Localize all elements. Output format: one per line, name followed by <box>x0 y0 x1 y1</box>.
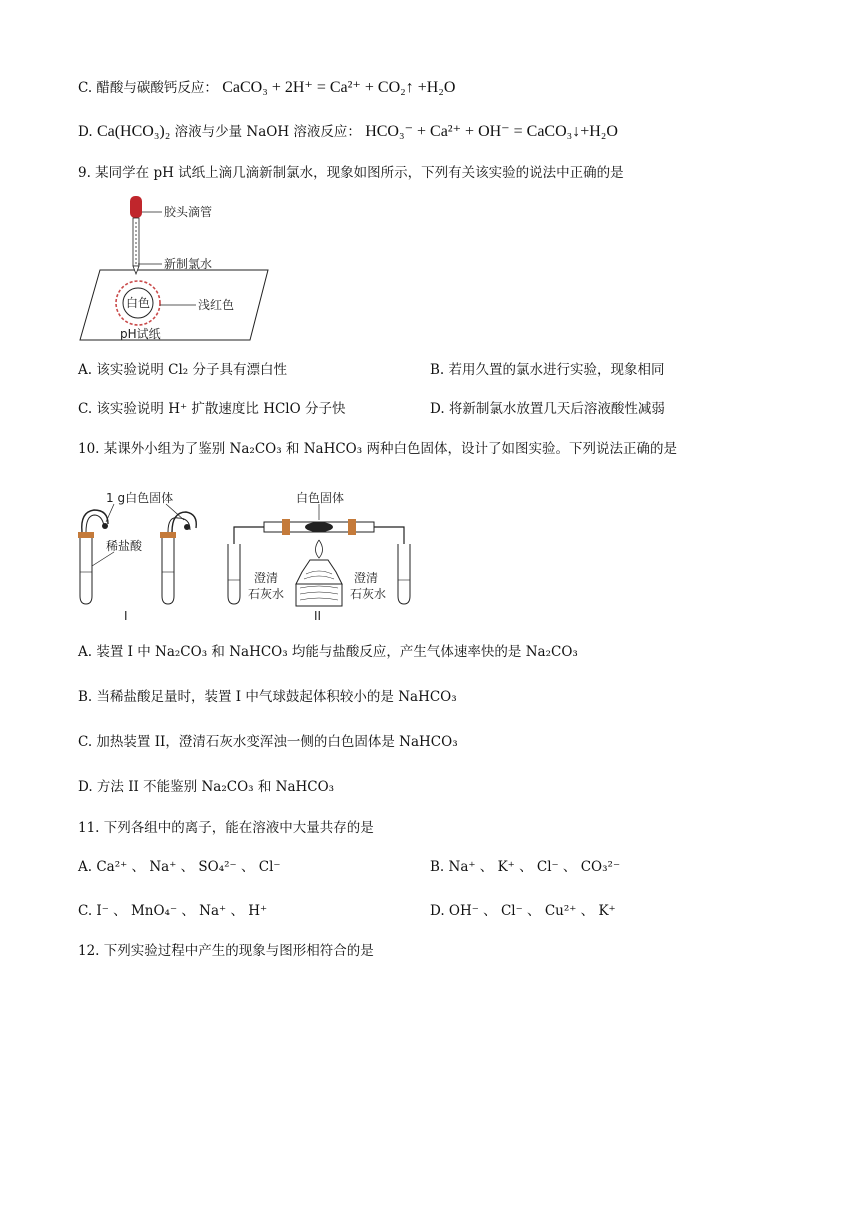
q9-option-c: C. 该实验说明 H⁺ 扩散速度比 HClO 分子快 <box>78 401 346 417</box>
label-1g-solid: 1 g白色固体 <box>106 491 174 505</box>
q11-option-d: D. OH⁻ 、 Cl⁻ 、 Cu²⁺ 、 K⁺ <box>430 903 616 919</box>
label-light-red: 浅红色 <box>198 298 235 312</box>
q8-option-d-text: 溶液与少量 NaOH 溶液反应： <box>174 124 361 140</box>
q8-option-c-prefix: C. 醋酸与碳酸钙反应： <box>78 80 218 96</box>
label-white-solid: 白色固体 <box>296 491 345 505</box>
q11-option-a: A. Ca²⁺ 、 Na⁺ 、 SO₄²⁻ 、 Cl⁻ <box>78 859 281 875</box>
q10-figure <box>74 484 424 624</box>
q8-option-d-reactant: Ca(HCO₃)₂ <box>96 123 171 140</box>
label-limewater-left-1: 澄清 <box>254 571 279 585</box>
q10-option-b: B. 当稀盐酸足量时，装置 I 中气球鼓起体积较小的是 NaHCO₃ <box>78 689 457 705</box>
label-device-1: I <box>124 609 128 623</box>
q8-option-c-equation: CaCO₃ + 2H⁺ = Ca²⁺ + CO₂↑ +H₂O <box>222 79 456 96</box>
label-chlorine-water: 新制氯水 <box>164 257 213 271</box>
q9-stem: 9. 某同学在 pH 试纸上滴几滴新制氯水，现象如图所示，下列有关该实验的说法中正确的是 <box>78 165 624 181</box>
device-2 <box>228 490 410 623</box>
q11-stem: 11. 下列各组中的离子，能在溶液中大量共存的是 <box>78 820 374 836</box>
q8-option-d-prefix: D. <box>78 124 93 140</box>
label-limewater-right-2: 石灰水 <box>350 587 387 601</box>
q9-figure <box>78 190 278 350</box>
label-dropper: 胶头滴管 <box>164 205 213 219</box>
q10-option-c: C. 加热装置 II，澄清石灰水变浑浊一侧的白色固体是 NaHCO₃ <box>78 734 458 750</box>
q9-option-b: B. 若用久置的氯水进行实验，现象相同 <box>430 362 665 378</box>
q11-option-c: C. I⁻ 、 MnO₄⁻ 、 Na⁺ 、 H⁺ <box>78 903 268 919</box>
label-limewater-left-2: 石灰水 <box>248 587 285 601</box>
device-1 <box>78 490 196 623</box>
q11-option-b: B. Na⁺ 、 K⁺ 、 Cl⁻ 、 CO₃²⁻ <box>430 859 621 875</box>
q10-stem: 10. 某课外小组为了鉴别 Na₂CO₃ 和 NaHCO₃ 两种白色固体，设计了如图实验。下列说法正确的是 <box>78 441 677 457</box>
q10-option-a: A. 装置 I 中 Na₂CO₃ 和 NaHCO₃ 均能与盐酸反应，产生气体速率快的是 Na₂CO₃ <box>78 644 578 660</box>
label-dilute-hcl: 稀盐酸 <box>106 539 143 553</box>
label-ph-paper: pH试纸 <box>120 327 161 341</box>
q10-option-d: D. 方法 II 不能鉴别 Na₂CO₃ 和 NaHCO₃ <box>78 779 335 795</box>
q9-option-a: A. 该实验说明 Cl₂ 分子具有漂白性 <box>78 362 287 378</box>
q8-option-d-equation: HCO₃⁻ + Ca²⁺ + OH⁻ = CaCO₃↓+H₂O <box>365 123 618 140</box>
dropper-bulb <box>130 196 142 218</box>
q9-option-d: D. 将新制氯水放置几天后溶液酸性减弱 <box>430 401 665 417</box>
q12-stem: 12. 下列实验过程中产生的现象与图形相符合的是 <box>78 943 374 959</box>
q8-option-c <box>78 78 455 98</box>
label-white: 白色 <box>126 296 151 310</box>
label-device-2: II <box>314 609 322 623</box>
q8-option-d <box>78 122 618 142</box>
label-limewater-right-1: 澄清 <box>354 571 379 585</box>
